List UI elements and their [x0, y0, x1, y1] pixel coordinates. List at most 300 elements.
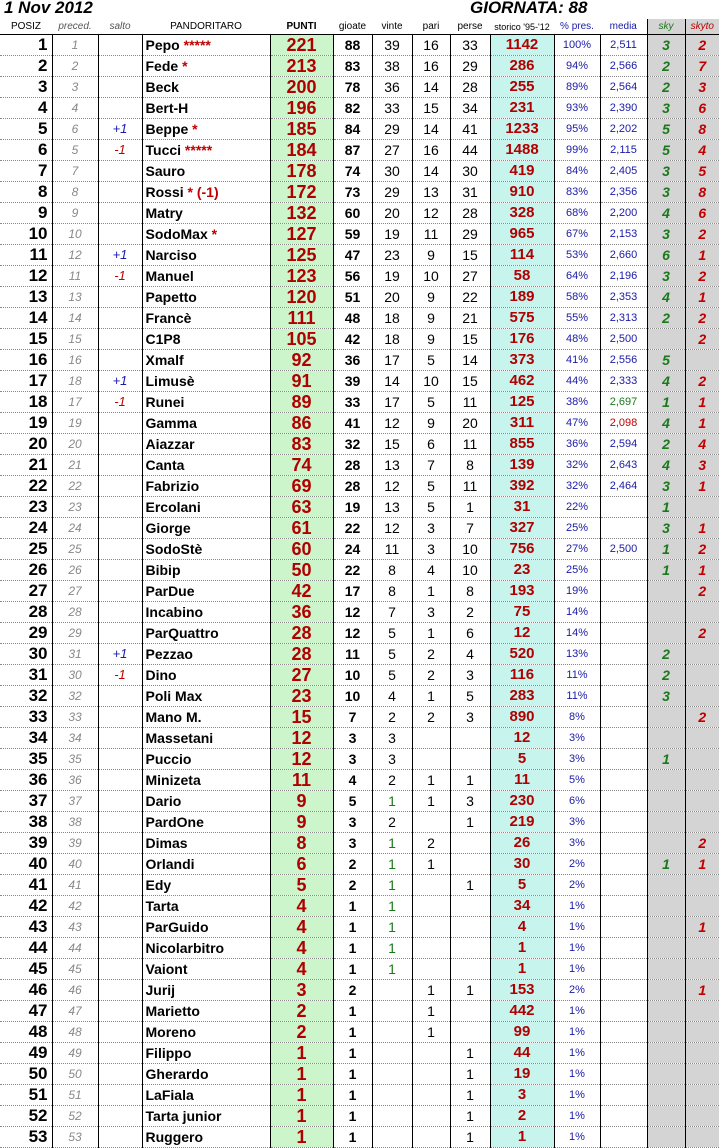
cell-average: 2,153: [600, 223, 647, 244]
cell-previous-position: 22: [52, 475, 98, 496]
cell-wins: 8: [372, 559, 412, 580]
cell-losses: 3: [450, 790, 490, 811]
cell-position-change: -1: [98, 265, 142, 286]
cell-historic-total: 4: [490, 916, 554, 937]
cell-games-played: 1: [333, 937, 372, 958]
cell-average: 2,511: [600, 34, 647, 55]
header-row: [0, 19, 719, 34]
table-row: [0, 748, 719, 769]
cell-average: [600, 853, 647, 874]
cell-player-name: [142, 76, 270, 97]
cell-games-played: 42: [333, 328, 372, 349]
col-pres: % pres.: [554, 19, 600, 34]
cell-skyto-count: 3: [685, 76, 719, 97]
cell-games-played: 1: [333, 1042, 372, 1063]
cell-player-name: [142, 433, 270, 454]
cell-historic-total: 283: [490, 685, 554, 706]
cell-points: 11: [270, 769, 333, 790]
cell-average: [600, 979, 647, 1000]
cell-attendance-percent: 3%: [554, 832, 600, 853]
cell-skyto-count: [685, 1126, 719, 1147]
cell-skyto-count: 1: [685, 517, 719, 538]
cell-average: 2,660: [600, 244, 647, 265]
cell-sky-count: [647, 769, 685, 790]
player-name-text: Pezzao: [145, 645, 193, 662]
cell-losses: 1: [450, 496, 490, 517]
cell-losses: [450, 1000, 490, 1021]
cell-sky-count: [647, 727, 685, 748]
cell-position-change: [98, 1042, 142, 1063]
cell-draws: [412, 1063, 450, 1084]
cell-position: 20: [0, 433, 52, 454]
cell-sky-count: 3: [647, 517, 685, 538]
table-row: [0, 538, 719, 559]
cell-sky-count: 4: [647, 412, 685, 433]
player-name-text: Puccio: [145, 750, 192, 767]
cell-previous-position: 14: [52, 307, 98, 328]
cell-average: 2,333: [600, 370, 647, 391]
cell-position-change: [98, 76, 142, 97]
cell-points: 69: [270, 475, 333, 496]
player-name-text: Vaiont: [145, 960, 188, 977]
cell-sky-count: 6: [647, 244, 685, 265]
cell-skyto-count: [685, 1063, 719, 1084]
cell-games-played: 51: [333, 286, 372, 307]
cell-historic-total: 855: [490, 433, 554, 454]
cell-average: [600, 874, 647, 895]
cell-attendance-percent: 25%: [554, 517, 600, 538]
cell-player-name: [142, 937, 270, 958]
cell-previous-position: 44: [52, 937, 98, 958]
cell-player-name: [142, 622, 270, 643]
table-row: [0, 118, 719, 139]
cell-wins: 4: [372, 685, 412, 706]
cell-points: 125: [270, 244, 333, 265]
cell-position-change: [98, 769, 142, 790]
cell-points: 111: [270, 307, 333, 328]
cell-wins: 15: [372, 433, 412, 454]
cell-player-name: [142, 811, 270, 832]
cell-previous-position: 52: [52, 1105, 98, 1126]
cell-draws: 2: [412, 832, 450, 853]
cell-position-change: [98, 979, 142, 1000]
col-sky: sky: [647, 19, 685, 34]
cell-position: 1: [0, 34, 52, 55]
cell-points: 1: [270, 1126, 333, 1147]
cell-skyto-count: 2: [685, 265, 719, 286]
cell-position: 21: [0, 454, 52, 475]
cell-points: 4: [270, 958, 333, 979]
cell-historic-total: 139: [490, 454, 554, 475]
cell-wins: [372, 1063, 412, 1084]
cell-attendance-percent: 1%: [554, 958, 600, 979]
cell-previous-position: 13: [52, 286, 98, 307]
cell-player-name: [142, 1126, 270, 1147]
cell-position: 38: [0, 811, 52, 832]
cell-losses: 8: [450, 454, 490, 475]
table-row: [0, 1126, 719, 1147]
table-row: [0, 34, 719, 55]
cell-position: 10: [0, 223, 52, 244]
cell-draws: [412, 916, 450, 937]
player-name-text: Narciso: [145, 246, 197, 263]
cell-games-played: 1: [333, 958, 372, 979]
cell-losses: 28: [450, 202, 490, 223]
cell-points: 92: [270, 349, 333, 370]
cell-points: 3: [270, 979, 333, 1000]
table-row: [0, 811, 719, 832]
cell-average: [600, 1042, 647, 1063]
cell-average: [600, 685, 647, 706]
cell-wins: [372, 1021, 412, 1042]
cell-skyto-count: 1: [685, 475, 719, 496]
cell-player-name: [142, 559, 270, 580]
cell-position-change: [98, 790, 142, 811]
cell-position-change: [98, 202, 142, 223]
cell-skyto-count: [685, 811, 719, 832]
cell-average: [600, 790, 647, 811]
cell-losses: 1: [450, 769, 490, 790]
cell-player-name: [142, 916, 270, 937]
cell-attendance-percent: 94%: [554, 55, 600, 76]
cell-games-played: 1: [333, 1084, 372, 1105]
table-row: [0, 643, 719, 664]
cell-points: 127: [270, 223, 333, 244]
cell-attendance-percent: 64%: [554, 265, 600, 286]
table-row: [0, 55, 719, 76]
cell-attendance-percent: 55%: [554, 307, 600, 328]
cell-sky-count: [647, 937, 685, 958]
cell-draws: 2: [412, 706, 450, 727]
cell-previous-position: 29: [52, 622, 98, 643]
cell-average: 2,390: [600, 97, 647, 118]
cell-attendance-percent: 2%: [554, 853, 600, 874]
cell-sky-count: 3: [647, 181, 685, 202]
cell-average: [600, 916, 647, 937]
cell-games-played: 74: [333, 160, 372, 181]
player-name-text: ParQuattro: [145, 624, 219, 641]
cell-skyto-count: [685, 895, 719, 916]
cell-wins: 13: [372, 496, 412, 517]
cell-sky-count: 4: [647, 454, 685, 475]
cell-sky-count: 1: [647, 853, 685, 874]
cell-historic-total: 328: [490, 202, 554, 223]
cell-position-change: [98, 433, 142, 454]
cell-position: 52: [0, 1105, 52, 1126]
cell-draws: 5: [412, 391, 450, 412]
cell-position-change: [98, 580, 142, 601]
cell-sky-count: 3: [647, 223, 685, 244]
cell-attendance-percent: 93%: [554, 97, 600, 118]
cell-skyto-count: 2: [685, 580, 719, 601]
cell-draws: 15: [412, 97, 450, 118]
table-row: [0, 517, 719, 538]
cell-losses: 1: [450, 979, 490, 1000]
cell-player-name: [142, 475, 270, 496]
cell-skyto-count: 1: [685, 559, 719, 580]
cell-position-change: [98, 832, 142, 853]
cell-previous-position: 33: [52, 706, 98, 727]
cell-position-change: [98, 685, 142, 706]
cell-sky-count: [647, 622, 685, 643]
cell-wins: 17: [372, 349, 412, 370]
cell-skyto-count: [685, 790, 719, 811]
cell-average: [600, 1000, 647, 1021]
cell-historic-total: 255: [490, 76, 554, 97]
cell-losses: 1: [450, 1126, 490, 1147]
cell-wins: 1: [372, 790, 412, 811]
table-row: [0, 706, 719, 727]
player-name-text: Tarta: [145, 897, 179, 914]
cell-wins: 3: [372, 748, 412, 769]
cell-draws: 13: [412, 181, 450, 202]
cell-games-played: 5: [333, 790, 372, 811]
table-row: [0, 664, 719, 685]
cell-points: 9: [270, 790, 333, 811]
cell-player-name: [142, 580, 270, 601]
cell-points: 91: [270, 370, 333, 391]
cell-losses: [450, 958, 490, 979]
cell-attendance-percent: 2%: [554, 979, 600, 1000]
cell-draws: 1: [412, 1021, 450, 1042]
cell-games-played: 12: [333, 622, 372, 643]
player-name-text: Fede: [145, 57, 179, 74]
cell-losses: 29: [450, 223, 490, 244]
player-name-text: ParGuido: [145, 918, 209, 935]
cell-draws: [412, 958, 450, 979]
cell-games-played: 7: [333, 706, 372, 727]
table-row: [0, 1105, 719, 1126]
cell-sky-count: [647, 874, 685, 895]
cell-skyto-count: 8: [685, 181, 719, 202]
cell-position: 42: [0, 895, 52, 916]
cell-previous-position: 16: [52, 349, 98, 370]
player-name-text: Fabrizio: [145, 477, 200, 494]
cell-losses: 11: [450, 391, 490, 412]
cell-position-change: [98, 223, 142, 244]
cell-skyto-count: [685, 664, 719, 685]
cell-games-played: 39: [333, 370, 372, 391]
cell-losses: 6: [450, 622, 490, 643]
cell-position-change: [98, 286, 142, 307]
cell-games-played: 84: [333, 118, 372, 139]
cell-average: [600, 895, 647, 916]
table-row: [0, 580, 719, 601]
cell-attendance-percent: 84%: [554, 160, 600, 181]
cell-sky-count: 4: [647, 286, 685, 307]
cell-wins: 5: [372, 622, 412, 643]
player-name-text: Xmalf: [145, 351, 184, 368]
col-gioate: gioate: [333, 19, 372, 34]
cell-previous-position: 45: [52, 958, 98, 979]
cell-previous-position: 32: [52, 685, 98, 706]
cell-skyto-count: 2: [685, 622, 719, 643]
cell-player-name: [142, 1084, 270, 1105]
player-name-text: Moreno: [145, 1023, 197, 1040]
player-name-text: Limusè: [145, 372, 195, 389]
cell-losses: 10: [450, 538, 490, 559]
cell-losses: 1: [450, 1063, 490, 1084]
cell-position: 53: [0, 1126, 52, 1147]
cell-historic-total: 965: [490, 223, 554, 244]
cell-wins: 13: [372, 454, 412, 475]
cell-draws: 3: [412, 517, 450, 538]
player-name-text: Papetto: [145, 288, 197, 305]
player-name-text: Dario: [145, 792, 182, 809]
cell-player-name: [142, 55, 270, 76]
cell-attendance-percent: 95%: [554, 118, 600, 139]
player-name-text: Dimas: [145, 834, 188, 851]
player-name-text: SodoMax: [145, 225, 208, 242]
cell-losses: 28: [450, 76, 490, 97]
cell-draws: 14: [412, 118, 450, 139]
cell-wins: 39: [372, 34, 412, 55]
cell-position: 6: [0, 139, 52, 160]
cell-position: 23: [0, 496, 52, 517]
cell-position: 7: [0, 160, 52, 181]
cell-player-name: [142, 307, 270, 328]
cell-position-change: [98, 853, 142, 874]
cell-historic-total: 442: [490, 1000, 554, 1021]
cell-position-change: [98, 475, 142, 496]
cell-games-played: 73: [333, 181, 372, 202]
cell-wins: 12: [372, 475, 412, 496]
cell-position-change: [98, 622, 142, 643]
cell-player-name: [142, 349, 270, 370]
table-row: [0, 958, 719, 979]
col-pandoritaro: PANDORITARO: [142, 19, 270, 34]
cell-position-change: [98, 874, 142, 895]
cell-losses: 21: [450, 307, 490, 328]
player-name-text: Canta: [145, 456, 185, 473]
cell-games-played: 19: [333, 496, 372, 517]
cell-games-played: 28: [333, 454, 372, 475]
cell-player-name: [142, 643, 270, 664]
cell-position-change: [98, 895, 142, 916]
cell-draws: 9: [412, 307, 450, 328]
cell-previous-position: 41: [52, 874, 98, 895]
cell-attendance-percent: 1%: [554, 1063, 600, 1084]
cell-draws: 14: [412, 76, 450, 97]
cell-draws: 1: [412, 853, 450, 874]
cell-wins: 8: [372, 580, 412, 601]
cell-average: 2,594: [600, 433, 647, 454]
cell-attendance-percent: 11%: [554, 685, 600, 706]
cell-average: [600, 811, 647, 832]
cell-skyto-count: 2: [685, 34, 719, 55]
cell-skyto-count: [685, 727, 719, 748]
player-name-text: SodoStè: [145, 540, 203, 557]
table-row: [0, 979, 719, 1000]
cell-skyto-count: [685, 1000, 719, 1021]
cell-historic-total: 31: [490, 496, 554, 517]
cell-previous-position: 46: [52, 979, 98, 1000]
cell-previous-position: 21: [52, 454, 98, 475]
table-row: [0, 916, 719, 937]
cell-position-change: [98, 1126, 142, 1147]
table-row: [0, 832, 719, 853]
cell-previous-position: 18: [52, 370, 98, 391]
cell-skyto-count: [685, 685, 719, 706]
table-row: [0, 496, 719, 517]
cell-position-change: [98, 1021, 142, 1042]
cell-player-name: [142, 118, 270, 139]
cell-position: 13: [0, 286, 52, 307]
cell-attendance-percent: 3%: [554, 748, 600, 769]
cell-losses: 33: [450, 34, 490, 55]
cell-games-played: 41: [333, 412, 372, 433]
cell-sky-count: [647, 958, 685, 979]
cell-points: 9: [270, 811, 333, 832]
cell-games-played: 22: [333, 517, 372, 538]
cell-average: [600, 937, 647, 958]
cell-skyto-count: 6: [685, 97, 719, 118]
cell-skyto-count: [685, 496, 719, 517]
table-row: [0, 874, 719, 895]
cell-average: 2,464: [600, 475, 647, 496]
cell-sky-count: [647, 580, 685, 601]
player-name-text: ParDue: [145, 582, 195, 599]
cell-position: 15: [0, 328, 52, 349]
cell-draws: 16: [412, 34, 450, 55]
cell-losses: 1: [450, 1084, 490, 1105]
cell-position-change: [98, 454, 142, 475]
cell-sky-count: 1: [647, 559, 685, 580]
cell-average: [600, 958, 647, 979]
cell-position: 50: [0, 1063, 52, 1084]
cell-position-change: +1: [98, 244, 142, 265]
player-name-text: Minizeta: [145, 771, 201, 788]
cell-games-played: 3: [333, 727, 372, 748]
cell-draws: 10: [412, 265, 450, 286]
cell-position: 36: [0, 769, 52, 790]
cell-position-change: [98, 601, 142, 622]
cell-points: 5: [270, 874, 333, 895]
table-row: [0, 1084, 719, 1105]
cell-position-change: [98, 748, 142, 769]
cell-sky-count: [647, 601, 685, 622]
cell-wins: [372, 1105, 412, 1126]
player-name-text: Edy: [145, 876, 172, 893]
cell-skyto-count: [685, 1021, 719, 1042]
player-rating-stars: *: [207, 225, 218, 242]
cell-attendance-percent: 100%: [554, 34, 600, 55]
cell-points: 2: [270, 1021, 333, 1042]
player-name-text: Sauro: [145, 162, 186, 179]
cell-position: 39: [0, 832, 52, 853]
cell-previous-position: 40: [52, 853, 98, 874]
cell-sky-count: [647, 328, 685, 349]
cell-position-change: [98, 97, 142, 118]
cell-attendance-percent: 1%: [554, 916, 600, 937]
cell-historic-total: 219: [490, 811, 554, 832]
cell-previous-position: 24: [52, 517, 98, 538]
cell-average: 2,098: [600, 412, 647, 433]
cell-draws: [412, 727, 450, 748]
cell-position-change: [98, 181, 142, 202]
col-pari: pari: [412, 19, 450, 34]
cell-points: 123: [270, 265, 333, 286]
cell-points: 63: [270, 496, 333, 517]
cell-sky-count: [647, 916, 685, 937]
cell-points: 28: [270, 643, 333, 664]
cell-position: 5: [0, 118, 52, 139]
cell-losses: [450, 832, 490, 853]
cell-attendance-percent: 3%: [554, 811, 600, 832]
cell-losses: 11: [450, 433, 490, 454]
table-row: [0, 349, 719, 370]
cell-player-name: [142, 265, 270, 286]
